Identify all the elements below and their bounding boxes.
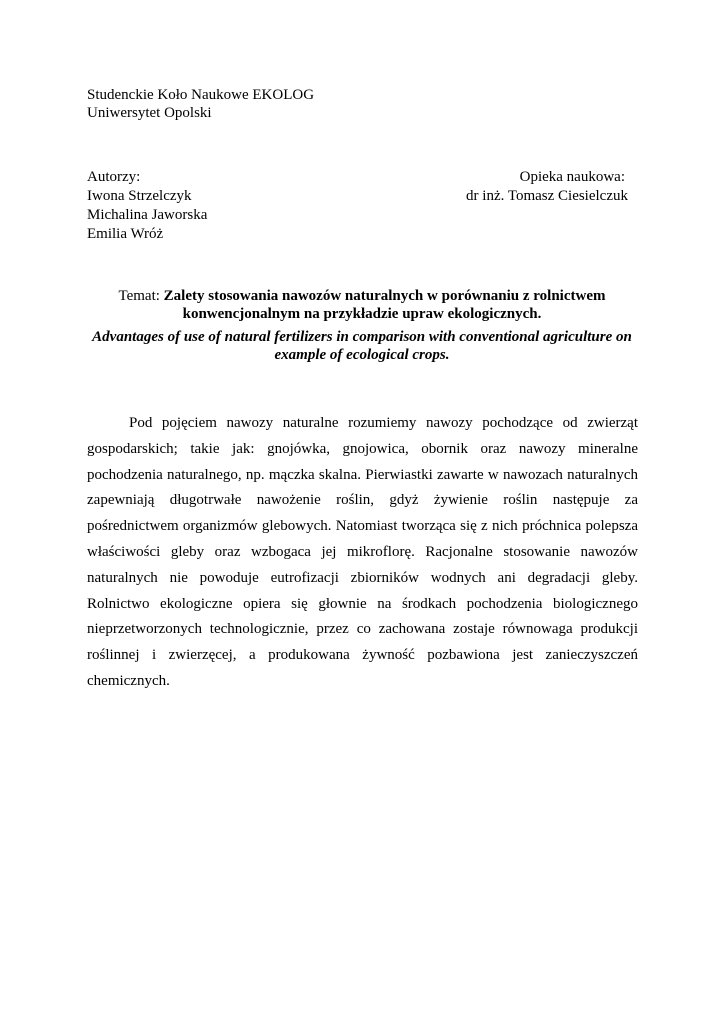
topic-polish <box>87 287 637 323</box>
topic-title-pl: Zalety stosowania nawozów naturalnych w porównaniu z rolnictwem konwencjonalnym na przykładzie upraw ekologicznych. <box>163 288 606 322</box>
author-name: Emilia Wróż <box>87 226 164 242</box>
authors-block <box>87 168 207 244</box>
supervision-block <box>466 168 628 206</box>
affiliation-block <box>87 86 314 122</box>
body-paragraph: Pod pojęciem nawozy naturalne rozumiemy nawozy pochodzące od zwierząt gospodarskich; takie jak: gnojówka, gnojowica, obornik oraz nawozy mineralne pochodzenia naturalnego, np. mączka skalna. Pierwiastki zawarte w nawozach naturalnych zapewniają długotrwałe nawożenie roślin, gdyż żywienie roślin następuje za pośrednictwem organizmów glebowych. Natomiast tworząca się z nich próchnica polepsza właściwości gleby oraz wzbogaca jej mikroflorę. Racjonalne stosowanie nawozów naturalnych nie powoduje eutrofizacji zbiorników wodnych ani degradacji gleby. Rolnictwo ekologiczne opiera się głownie na środkach pochodzenia biologicznego nieprzetworzonych technologicznie, przez co zachowana zostaje równowaga produkcji roślinnej i zwierzęcej, a produkowana żywność pozbawiona jest zanieczyszczeń chemicznych. <box>87 415 638 689</box>
topic-label: Temat: <box>118 288 160 304</box>
author-name: Iwona Strzelczyk <box>87 188 192 204</box>
authors-label: Autorzy: <box>87 169 141 185</box>
supervision-label: Opieka naukowa: <box>519 169 625 185</box>
affiliation-university: Uniwersytet Opolski <box>87 105 212 121</box>
affiliation-circle: Studenckie Koło Naukowe EKOLOG <box>87 87 315 103</box>
author-name: Michalina Jaworska <box>87 207 208 223</box>
topic-title-en: Advantages of use of natural fertilizers in comparison with conventional agriculture on example of ecological crops. <box>92 329 632 363</box>
supervisor-name: dr inż. Tomasz Ciesielczuk <box>466 188 628 204</box>
